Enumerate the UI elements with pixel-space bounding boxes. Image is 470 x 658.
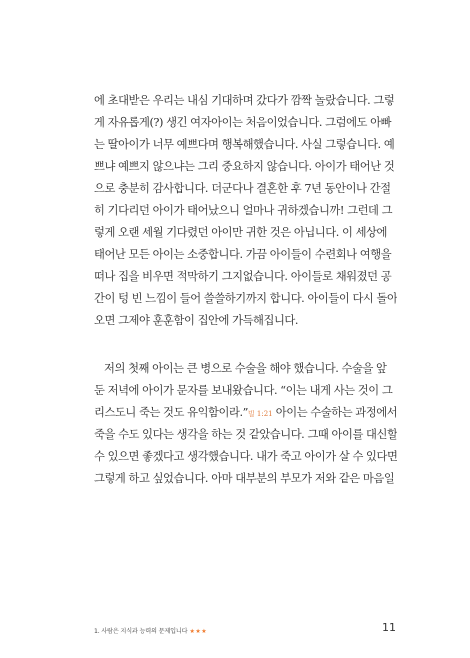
text-line: 에 초대받은 우리는 내심 기대하며 갔다가 깜짝 놀랐습니다. 그렇 <box>94 94 395 107</box>
text-line: 는 딸아이가 너무 예쁘다며 행복해했습니다. 사실 그렇습니다. 예 <box>94 138 395 151</box>
text-line: 게 자유롭게(?) 생긴 여자아이는 처음이었습니다. 그럼에도 아빠 <box>94 116 392 129</box>
text-line: 죽을 수도 있다는 생각을 하는 것 같았습니다. 그때 아이를 대신할 <box>94 428 397 441</box>
quote-text: 리스도니 죽는 것도 유익함이라.” <box>94 406 248 419</box>
page-number: 11 <box>382 621 396 634</box>
text-line: 히 기다리던 아이가 태어났으니 얼마나 귀하겠습니까! 그런데 그 <box>94 204 393 217</box>
text-line: 둔 저녁에 아이가 문자를 보내왔습니다. “이는 내게 사는 것이 그 <box>94 384 393 397</box>
body-text <box>94 90 397 490</box>
text-line: 쁘냐 예쁘지 않으냐는 그리 중요하지 않습니다. 아이가 태어난 것 <box>94 160 395 173</box>
text-line: 태어난 모든 아이는 소중합니다. 가끔 아이들이 수련회나 여행을 <box>94 248 392 261</box>
text-segment: 아이는 수술하는 과정에서 <box>272 406 397 419</box>
text-line: 렇게 오랜 세월 기다렸던 아이만 귀한 것은 아닙니다. 이 세상에 <box>94 226 387 239</box>
text-line: 떠나 집을 비우면 적막하기 그지없습니다. 아이들로 채워졌던 공 <box>94 270 392 283</box>
chapter-title: 1. 사람은 지식과 능력의 문제입니다 <box>94 628 188 635</box>
running-head <box>94 626 207 635</box>
text-line: 으로 충분히 감사합니다. 더군다나 결혼한 후 7년 동안이나 간절 <box>94 182 391 195</box>
text-line: 오면 그제야 훈훈함이 집안에 가득해집니다. <box>94 314 299 327</box>
text-line <box>94 402 397 424</box>
page-footer <box>94 621 396 641</box>
paragraph-1 <box>94 90 397 332</box>
star-icon: ★★★ <box>189 628 208 635</box>
text-line: 저의 첫째 아이는 큰 병으로 수술을 해야 했습니다. 수술을 앞 <box>104 362 387 375</box>
paragraph-2 <box>94 358 397 490</box>
text-line: 간이 텅 빈 느낌이 들어 쓸쓸하기까지 합니다. 아이들이 다시 돌아 <box>94 292 397 305</box>
text-line: 그렇게 하고 싶었습니다. 아마 대부분의 부모가 저와 같은 마음일 <box>94 472 395 485</box>
text-line: 수 있으면 좋겠다고 생각했습니다. 내가 죽고 아이가 살 수 있다면 <box>94 450 397 463</box>
scripture-reference: 빌 1:21 <box>247 410 273 418</box>
